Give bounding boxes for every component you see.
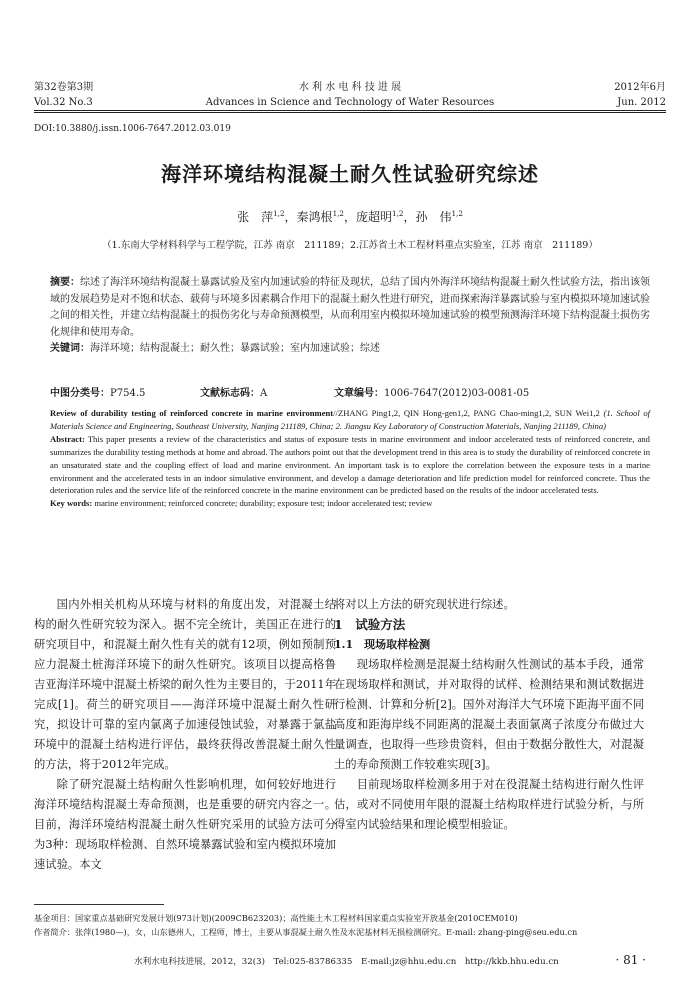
author-list: 张 萍$^{1,2}$，秦鸿根$^{1,2}$，庞超明$^{1,2}$，孙 伟$^{1,2}$	[237, 209, 463, 224]
journal-name-en: Advances in Science and Technology of Water Resources	[205, 97, 495, 108]
abstract-en-label: Abstract:	[50, 433, 85, 444]
header-rule-2	[34, 112, 666, 113]
abstract-en-authors: //ZHANG Ping1,2, QIN Hong-gen1,2, PANG Chao-ming1,2, SUN Wei1,2	[333, 408, 600, 418]
section-heading: 1 试验方法	[334, 617, 406, 632]
abstract-en-text: This paper presents a review of the characteristics and status of exposure tests in marine environment and indoor accelerated tests of reinforced concrete, and summarizes the durability testing methods at home and abroad. The authors point out that the development trend in this area is to study the durability of reinforced concrete in an unsaturated state and the coupling effect of load and marine environment. An important task is to explore the correlation between the exposure tests in a marine environment and the accelerated tests in an indoor simulative environment, and develop a damage deterioration and life prediction model for reinforced concrete. Thus the deterioration rules and the service life of the reinforced concrete in the marine environment can be predicted based on the results of the indoor accelerated tests.	[50, 433, 650, 496]
abstract-cn-text: 综述了海洋环境结构混凝土暴露试验及室内加速试验的特征及现状，总结了国内外海洋环境结构混凝土耐久性试验方法，指出该领域的发展趋势是对不饱和状态、载荷与环境多因素耦合作用下的混凝土耐久性进行研究，进而探索海洋暴露试验与室内模拟环境加速试验之间的相关性，并建立结构混凝土的损伤劣化与寿命预测模型，从而利用室内模拟环境加速试验的模型预测海洋环境下结构混凝土损伤劣化规律和使用寿命。	[50, 277, 650, 338]
keywords-cn-label: 关键词：	[50, 343, 90, 354]
keywords-en-text: marine environment; reinforced concrete; durability; exposure test; indoor accelerated test; review	[94, 498, 433, 509]
article-number: 文章编号：1006-7647(2012)03-0081-05	[334, 388, 530, 399]
volume-cn: 第32卷第3期	[34, 82, 94, 93]
issue-date-en: Jun. 2012	[617, 97, 666, 108]
body-column-left	[34, 595, 336, 875]
keywords-en-label: Key words:	[50, 498, 93, 509]
footnote-fund: 基金项目：国家重点基础研究发展计划(973计划)(2009CB623203)；高性能土木工程材料国家重点实验室开放基金(2010CEM010)	[34, 913, 518, 923]
footnote-rule	[34, 904, 164, 905]
keywords-cn-text: 海洋环境；结构混凝土；耐久性；暴露试验；室内加速试验；综述	[90, 343, 380, 354]
clc-number: 中图分类号：P754.5	[50, 388, 146, 399]
body-paragraph: 除了研究混凝土结构耐久性影响机理，如何较好地进行海洋环境结构混凝土寿命预测，也是重要的研究内容之一。目前，海洋环境结构混凝土耐久性研究采用的试验方法可分为3种：现场取样检测、自然环境暴露试验和室内模拟环境加速试验。本文	[34, 778, 336, 871]
body-paragraph: 将对以上方法的研究现状进行综述。	[334, 598, 515, 611]
abstract-en-affiliation: (1. School of Materials Science and Engineering, Southeast University, Nanjing 211189, China; 2. Jiangsu Key Laboratory of Construction Materials, Nanjing 211189, China)	[50, 408, 650, 431]
paper-title: 海洋环境结构混凝土耐久性试验研究综述	[161, 162, 539, 186]
volume-en: Vol.32 No.3	[34, 97, 93, 108]
footer-contact: 水利水电科技进展，2012，32(3) Tel:025-83786335 E-mail:jz@hhu.edu.cn http://kkb.hhu.edu.cn	[134, 957, 559, 967]
issue-date-cn: 2012年6月	[614, 82, 666, 93]
body-column-right	[334, 595, 644, 835]
abstract-cn	[50, 275, 650, 358]
running-header	[34, 80, 666, 120]
page-number: · 81 ·	[615, 953, 646, 967]
issue-date	[614, 80, 666, 110]
journal-name	[34, 80, 666, 110]
doc-code: 文献标志码：A	[200, 388, 268, 399]
subsection-heading: 1.1 现场取样检测	[334, 638, 431, 651]
abstract-cn-label: 摘要：	[50, 277, 80, 288]
affiliation: （1.东南大学材料科学与工程学院，江苏 南京 211189；2.江苏省土木工程材料重点实验室，江苏 南京 211189）	[102, 240, 598, 251]
abstract-en-title: Review of durability testing of reinforced concrete in marine environment	[50, 408, 334, 418]
abstract-en	[50, 407, 650, 510]
header-rule	[34, 110, 666, 111]
journal-name-cn: 水 利 水 电 科 技 进 展	[298, 82, 402, 93]
footnote-author: 作者简介：张萍(1980—)，女，山东德州人，工程师，博士，主要从事混凝土耐久性及水泥基材料无损检测研究。E-mail: zhang-ping@seu.edu.cn	[34, 927, 578, 937]
body-paragraph: 国内外相关机构从环境与材料的角度出发，对混凝土结构的耐久性研究较为深入。据不完全统计，美国正在进行的研究项目中，和混凝土耐久性有关的就有12项，例如预制预应力混凝土桩海洋环境下的耐久性研究。该项目以提高格鲁吉亚海洋环境中混凝土桥梁的耐久性为主要目的，于2011年完成[1]。荷兰的研究项目——海洋环境中混凝土耐久性研究，拟设计可靠的室内氯离子加速侵蚀试验，对暴露于氯盐环境中的混凝土结构进行评估，最终获得改善混凝土耐久性的方法，将于2012年完成。	[34, 598, 336, 771]
body-paragraph: 目前现场取样检测多用于对在役混凝土结构进行耐久性评估，或对不同使用年限的混凝土结构取样进行试验分析，与所得室内试验结果和理论模型相验证。	[334, 778, 644, 831]
body-paragraph: 现场取样检测是混凝土结构耐久性测试的基本手段，通常在现场取样和测试，并对取得的试样、检测结果和测试数据进行检测、计算和分析[2]。国外对海洋大气环境下距海平面不同高度和距海岸线不同距离的混凝土表面氯离子浓度分布做过大量调查，也取得一些珍贵资料，但由于数据分散性大，对混凝土的寿命预测工作较难实现[3]。	[334, 658, 644, 771]
doi: DOI:10.3880/j.issn.1006-7647.2012.03.019	[34, 124, 231, 134]
